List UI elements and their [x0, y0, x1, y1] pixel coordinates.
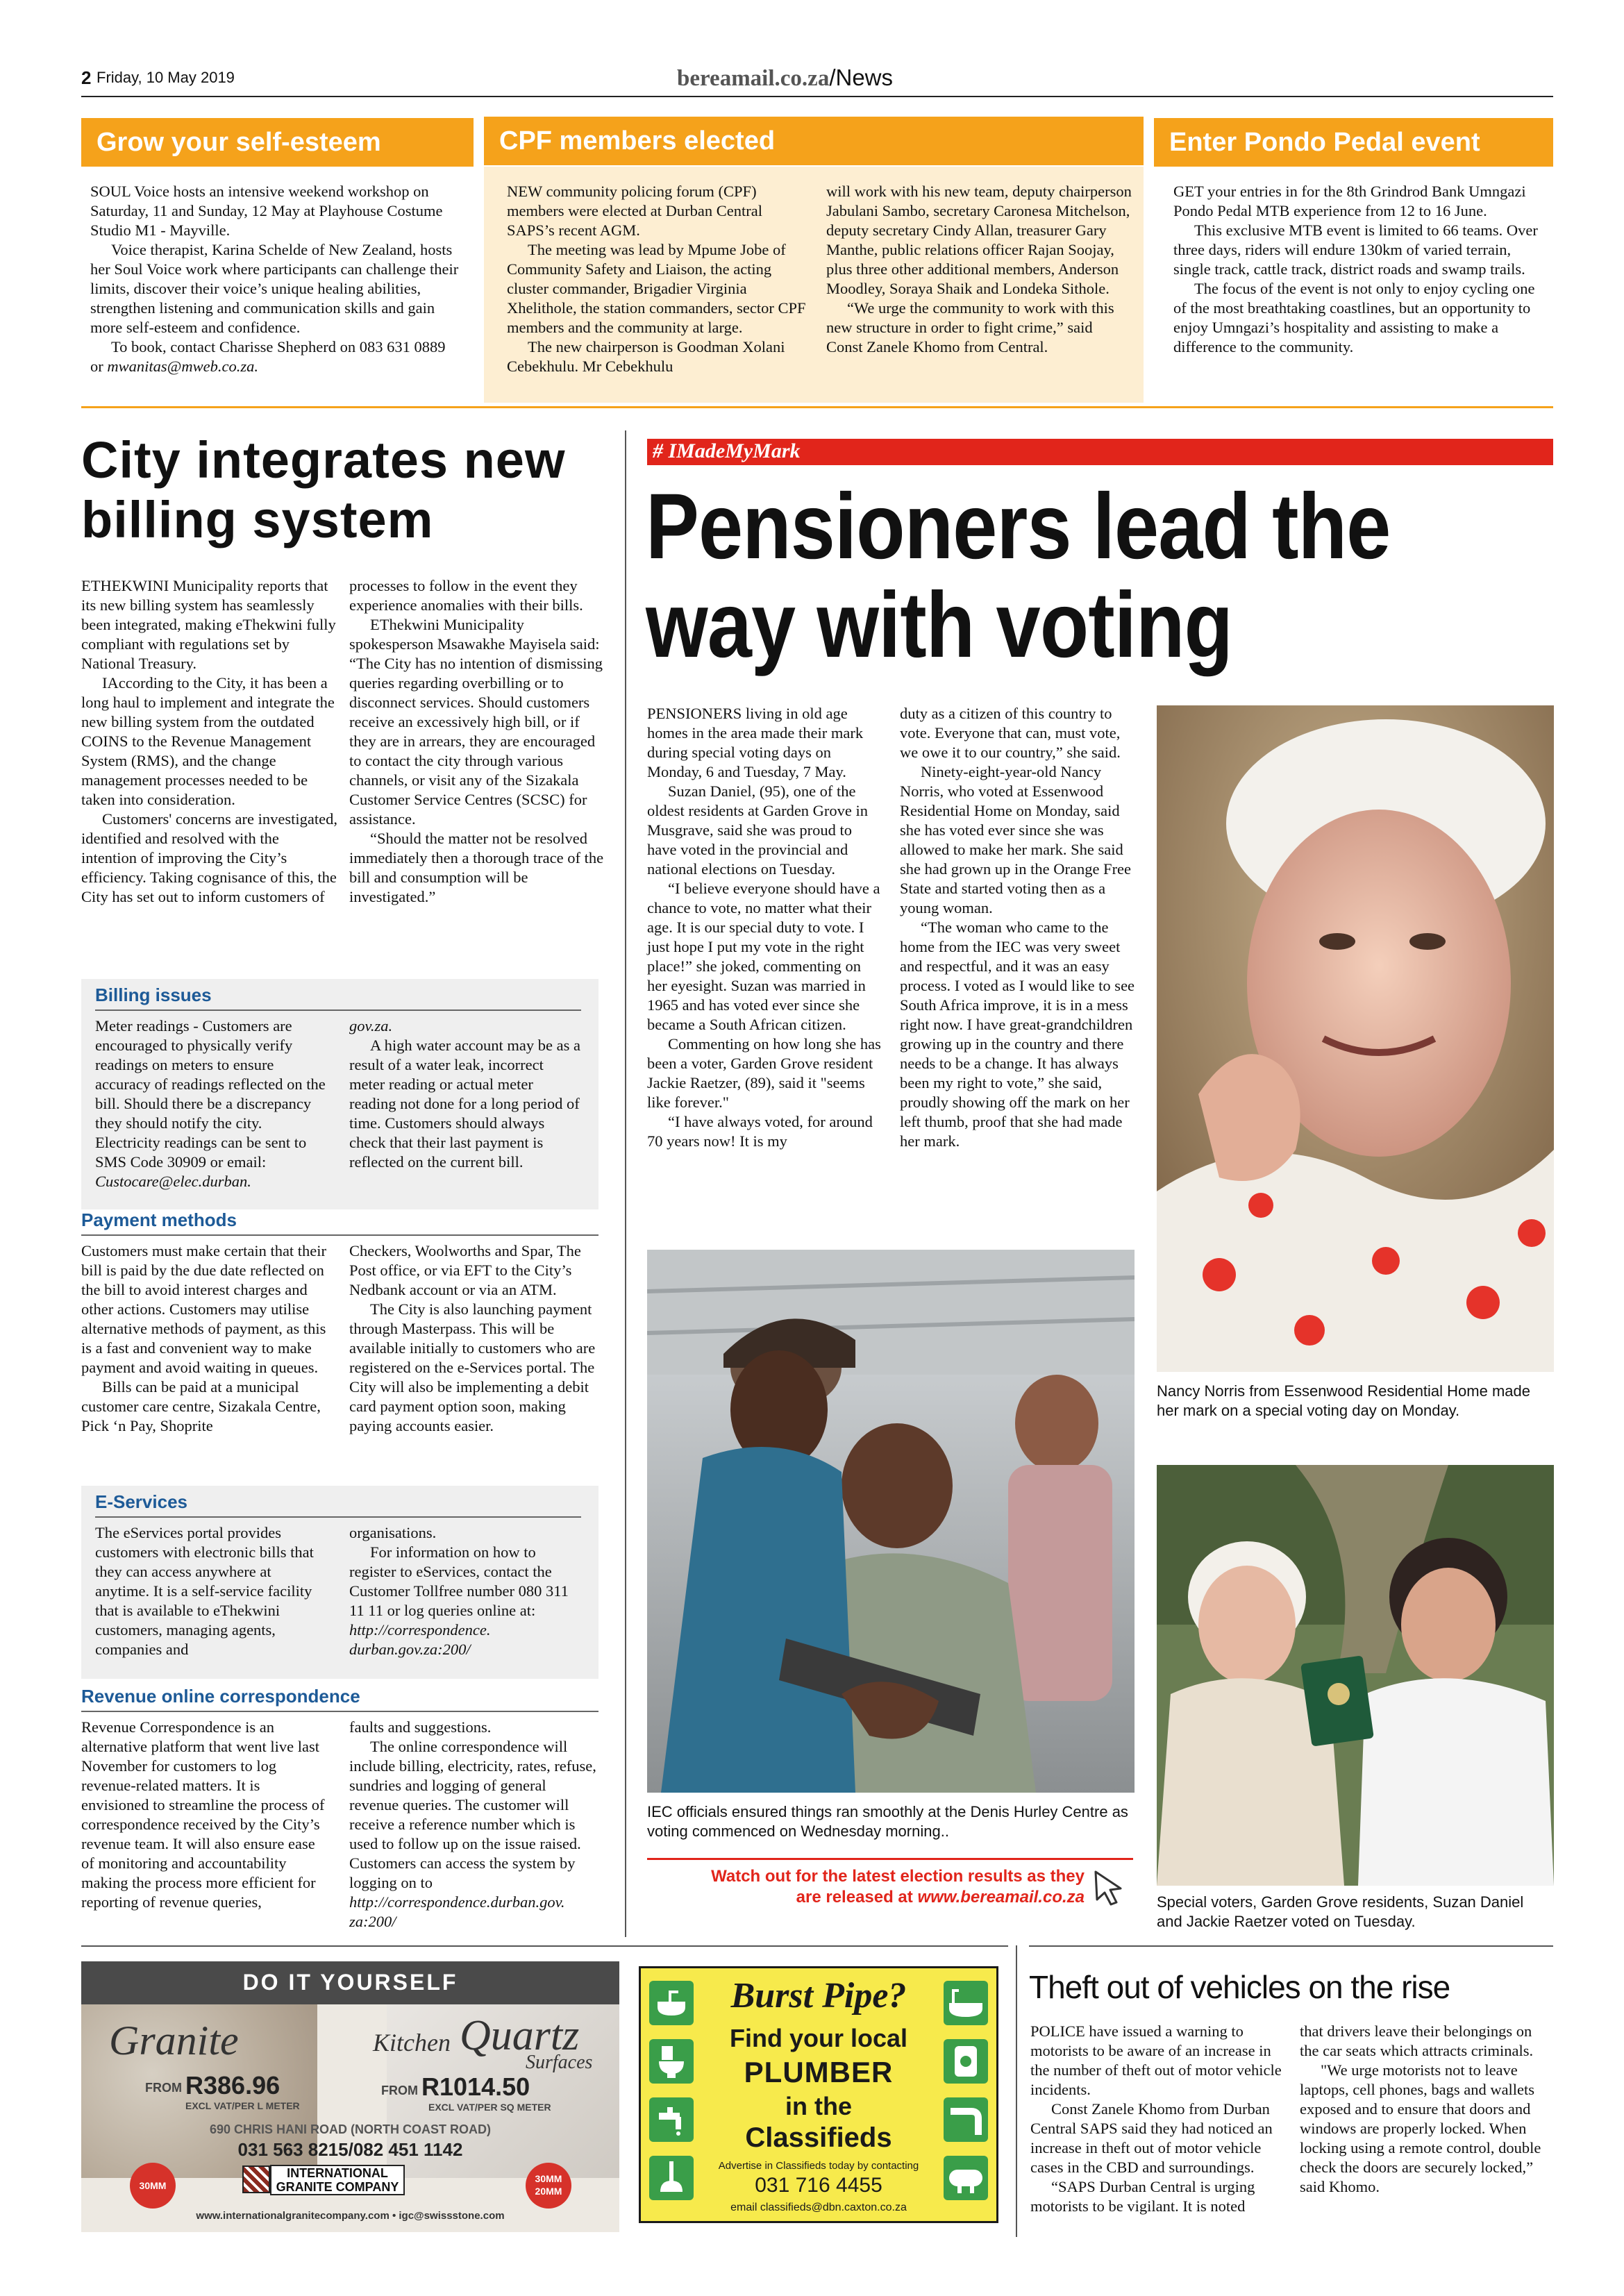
ads-divider	[1016, 1945, 1017, 2237]
garden-grove-image	[1157, 1465, 1554, 1886]
pipe-icon	[944, 2097, 988, 2142]
quartz-title-surfaces: Surfaces	[526, 2052, 593, 2073]
eservices-register-text: For information on how to register to eServices, contact the Customer Tollfree number 080 311 11 11 or log queries online at:	[349, 1543, 569, 1619]
toilet-icon	[649, 2039, 694, 2084]
eservices-col1	[95, 1523, 328, 1659]
plunger-icon	[649, 2156, 694, 2200]
boiler-icon	[944, 2039, 988, 2084]
theft-p1: POLICE have issued a warning to motorists to be aware of an increase in the number of theft out of motor vehicle incidents.	[1030, 2022, 1282, 2098]
meter-readings-text: Meter readings - Customers are encouraged to physically verify readings on meters to ensure accuracy of readings reflected on the bill. Should there be a discrepancy they should notify the city. Electricity readings can be sent to SMS Code 30909 or email:	[95, 1017, 326, 1171]
pondo-heading: Enter Pondo Pedal event	[1154, 118, 1553, 167]
voting-col2	[900, 704, 1139, 1151]
revenue-p3	[349, 1737, 599, 1932]
billing-p2: IAccording to the City, it has been a long haul to implement and integrate the new billing system from the outdated COINS to the Revenue Management System (RMS), and the change management processes needed to be taken into consideration.	[81, 674, 335, 808]
garden-grove-photo	[1157, 1465, 1554, 1886]
plumber-line1: Find your local	[729, 2024, 908, 2052]
iec-officials-caption: IEC officials ensured things ran smoothly at the Denis Hurley Centre as voting commenced on Wednesday morning..	[647, 1803, 1128, 1840]
bath-icon	[944, 1981, 988, 2025]
quartz-excl: EXCL VAT/PER SQ METER	[428, 2102, 551, 2113]
tap-icon	[649, 2097, 694, 2142]
revenue-link[interactable]: http://correspondence.durban.gov. za:200/	[349, 1893, 565, 1930]
theft-p5: "We urge motorists not to leave laptops, cell phones, bags and wallets exposed and to ensure that doors and windows are properly locked. When locking using a remote control, double check the doors are securely locked,” said Khomo.	[1300, 2061, 1541, 2195]
granite-badge-left: 30MM	[130, 2163, 176, 2209]
bottom-section-rule-left	[81, 1945, 1008, 1947]
custocare-email[interactable]: Custocare@elec.durban.	[95, 1173, 251, 1190]
cpf-p4: will work with his new team, deputy chairperson Jabulani Sambo, secretary Caronesa Mitchelson, deputy secretary Cindy Allan, treasurer Gary Manthe, public relations officer Rajan Soojay, plus three other additional members, Anderson Moodley, Soraya Shaik and Londeka Sithole.	[826, 183, 1132, 297]
promo-line2	[647, 1887, 1085, 1908]
site-domain: bereamail.co.za	[677, 66, 830, 91]
payment-p3: Checkers, Woolworths and Spar, The Post office, or via EFT to the City’s Nedbank account or via an ATM.	[349, 1242, 581, 1298]
site-name	[677, 65, 893, 92]
nancy-norris-caption: Nancy Norris from Essenwood Residential Home made her mark on a special voting day on Monday.	[1157, 1382, 1530, 1419]
header-rule	[81, 96, 1553, 97]
pondo-p3: The focus of the event is not only to enjoy cycling one of the most breathtaking coastlines, but an opportunity to enjoy Umngazi’s hospitality and assisting to make a difference to the community.	[1173, 280, 1535, 355]
self-esteem-heading: Grow your self-esteem	[81, 118, 474, 167]
voting-headline-line2: way with voting	[646, 573, 1233, 677]
eservices-link[interactable]: http://correspondence. durban.gov.za:200/	[349, 1621, 491, 1658]
issue-date: Friday, 10 May 2019	[97, 69, 235, 86]
granite-price: R386.96	[185, 2071, 281, 2100]
revenue-access-text: The online correspondence will include billing, electricity, rates, refuse, sundries and logging of general revenue queries. The customer will receive a reference number which is used to follow up on the issue raised. Customers can access the system by logging on to	[349, 1738, 596, 1891]
plumber-line2: PLUMBER	[744, 2056, 894, 2088]
payment-col1	[81, 1241, 328, 1436]
theft-col1	[1030, 2022, 1282, 2216]
site-section: /News	[829, 65, 894, 90]
granite-web[interactable]: www.internationalgranitecompany.com • igc@swissstone.com	[196, 2210, 505, 2222]
granite-ad-banner-text: DO IT YOURSELF	[242, 1970, 458, 1995]
revenue-heading: Revenue online correspondence	[81, 1686, 360, 1707]
plumber-title: Burst Pipe?	[730, 1976, 907, 2016]
cpf-heading: CPF members elected	[484, 117, 1144, 165]
column-divider	[625, 430, 626, 1937]
strip-bottom-rule	[81, 406, 1553, 408]
billing-issues-col2	[349, 1016, 582, 1172]
payment-p4: The City is also launching payment through Masterpass. This will be available initially to customers who are registered on the e-Services portal. The City will also be implementing a debit card payment option soon, making paying accounts easier.	[349, 1300, 596, 1434]
self-esteem-p2: Voice therapist, Karina Schelde of New Zealand, hosts her Soul Voice work where participants can challenge their limits, discover their voice’s unique healing abilities, strengthen listening and communication skills and gain more self-esteem and confidence.	[90, 241, 459, 336]
nancy-norris-image	[1157, 705, 1554, 1372]
self-esteem-body	[90, 182, 460, 376]
voting-p8: “The woman who came to the home from the IEC was very sweet and respectful, and it was an easy process. I voted as I would like to see South Africa improve, it is in a mess right now. I have great-grandchildren growing up in the country and there needs to be a change. It has always been my right to vote,” she said, proudly showing off the mark on her left thumb, proof that she had made her mark.	[900, 919, 1135, 1150]
iec-officials-photo	[647, 1250, 1135, 1793]
granite-company-line2: GRANITE COMPANY	[276, 2180, 399, 2194]
eservices-rule	[95, 1516, 581, 1518]
granite-company-line1: INTERNATIONAL	[287, 2166, 388, 2180]
eservices-p1: The eServices portal provides customers with electronic bills that they can access anywhere at anytime. It is a self-service facility that is available to eThekwini customers, managing agents, companies and	[95, 1524, 314, 1658]
voting-headline	[646, 475, 1422, 677]
geyser-icon	[944, 2156, 988, 2200]
billing-issues-rule	[95, 1009, 581, 1011]
revenue-p1: Revenue Correspondence is an alternative platform that went live last November for customers to log revenue-related matters. It is envisioned to streamline the process of correspondence received by the City’s revenue team. It will also ensure ease of monitoring and accountability making the process more efficient for reporting of revenue queries,	[81, 1718, 325, 1911]
revenue-col2	[349, 1718, 599, 1932]
billing-issues-col1	[95, 1016, 328, 1191]
theft-p3: “SAPS Durban Central is urging motorists to be vigilant. It is noted	[1030, 2178, 1255, 2215]
eservices-col2	[349, 1523, 582, 1659]
payment-p2: Bills can be paid at a municipal customer care centre, Sizakala Centre, Pick ‘n Pay, Shoprite	[81, 1378, 321, 1434]
billing-p4: processes to follow in the event they experience anomalies with their bills.	[349, 577, 583, 614]
water-account-text: A high water account may be as a result of a water leak, incorrect meter reading or actual meter reading not done for a long period of time. Customers should always check that their last payment is reflected on the current bill.	[349, 1037, 581, 1171]
plumber-sub: Advertise in Classifieds today by contacting	[718, 2160, 919, 2172]
promo-line1: Watch out for the latest election results as they	[711, 1867, 1085, 1886]
page-header	[81, 67, 1553, 95]
billing-issues-heading: Billing issues	[95, 984, 212, 1005]
granite-phone[interactable]: 031 563 8215/082 451 1142	[237, 2139, 463, 2160]
billing-issues-email-end	[349, 1016, 582, 1036]
billing-p1: ETHEKWINI Municipality reports that its new billing system has seamlessly been integrated, making eThekwini fully compliant with regulations set by National Treasury.	[81, 577, 336, 672]
billing-headline	[81, 430, 623, 550]
bottom-section-rule-right	[1029, 1945, 1553, 1947]
plumber-email[interactable]: email classifieds@dbn.caxton.co.za	[730, 2202, 907, 2213]
voting-p3: “I believe everyone should have a chance to vote, no matter what their age. It is our special duty to vote. I just hope I put my vote in the right place!” she joked, commenting on her eyesight. Suzan was married in 1965 and has voted ever since she became a South African citizen.	[647, 880, 880, 1033]
plumber-line4: Classifieds	[745, 2122, 892, 2153]
billing-headline-line1: City integrates new	[81, 431, 566, 489]
promo-line2-text: are released at	[796, 1888, 918, 1907]
self-esteem-contact: To book, contact Charisse Shepherd on 083 631 0889 or	[90, 338, 446, 375]
imademymark-tag: # IMadeMyMark	[653, 439, 801, 462]
billing-p3: Customers' concerns are investigated, identified and resolved with the intention of improving the City’s efficiency. Taking cognisance of this, the City has set out to inform customers of	[81, 810, 337, 905]
billing-headline-line2: billing system	[81, 491, 434, 548]
payment-rule	[81, 1234, 598, 1236]
payment-p1: Customers must make certain that their bill is paid by the due date reflected on the bill to avoid interest charges and other actions. Customers may utilise alternative methods of payment, as this is a fast and convenient way to make payment and avoid waiting in queues.	[81, 1242, 327, 1376]
granite-company	[270, 2165, 405, 2195]
billing-col1	[81, 576, 338, 907]
granite-ad[interactable]	[81, 1961, 619, 2232]
quartz-price: R1014.50	[421, 2072, 530, 2101]
voting-col1	[647, 704, 883, 1151]
garden-grove-caption: Special voters, Garden Grove residents, Suzan Daniel and Jackie Raetzer voted on Tuesday.	[1157, 1893, 1524, 1930]
quartz-from: FROM	[381, 2084, 418, 2097]
billing-issues-text	[95, 1016, 328, 1191]
plumber-phone[interactable]: 031 716 4455	[755, 2174, 882, 2197]
voting-p6: duty as a citizen of this country to vote. Everyone that can, must vote, we owe it to our country,” she said.	[900, 705, 1121, 761]
quartz-title-quartz: Quartz	[460, 2012, 580, 2059]
custocare-email-end[interactable]: gov.za.	[349, 1017, 393, 1034]
self-esteem-email[interactable]: mwanitas@mweb.co.za.	[107, 358, 258, 375]
pondo-body	[1173, 182, 1543, 357]
cpf-p1: NEW community policing forum (CPF) members were elected at Durban Central SAPS’s recent AGM.	[507, 183, 762, 239]
revenue-rule	[81, 1711, 598, 1712]
quartz-title-kitchen: Kitchen	[373, 2029, 451, 2056]
voting-p7: Ninety-eight-year-old Nancy Norris, who voted at Essenwood Residential Home on Monday, said she has voted ever since she was allowed to make her mark. She said she had grown up in the Orange Free State and started voting then as a young woman.	[900, 763, 1132, 916]
pondo-p2: This exclusive MTB event is limited to 66 teams. Over three days, riders will endure 130km of varied terrain, single track, cattle track, district roads and swamp trails.	[1173, 221, 1538, 278]
billing-p5: EThekwini Municipality spokesperson Msawakhe Mayisela said: “The City has no intention of dismissing queries regarding overbilling or to disconnect services. Should customers receive an excessively high bill, or if they are in arrears, they are encouraged to contact the city through various channels, or visit any of the Sizakala Customer Service Centres (SCSC) for assistance.	[349, 616, 603, 828]
cursor-icon	[1090, 1868, 1129, 1907]
granite-address: 690 CHRIS HANI ROAD (NORTH COAST ROAD)	[209, 2122, 492, 2136]
eservices-p2: organisations.	[349, 1524, 437, 1541]
voting-p4: Commenting on how long she has been a voter, Garden Grove resident Jackie Raetzer, (89), said it "seems like forever."	[647, 1035, 881, 1111]
granite-badge-right: 30MM 20MM	[526, 2163, 571, 2209]
nancy-norris-photo	[1157, 705, 1554, 1372]
plumber-line3: in the	[785, 2092, 852, 2120]
voting-p5: “I have always voted, for around 70 years now! It is my	[647, 1113, 873, 1150]
payment-heading: Payment methods	[81, 1209, 237, 1230]
cpf-p5: “We urge the community to work with this new structure in order to fight crime,” said Const Zanele Khomo from Central.	[826, 299, 1114, 355]
promo-url[interactable]: www.bereamail.co.za	[917, 1888, 1085, 1907]
iec-officials-image	[647, 1250, 1135, 1793]
theft-p2: Const Zanele Khomo from Durban Central SAPS said they had noticed an increase in theft out of motor vehicle cases in the CBD and surroundings.	[1030, 2100, 1273, 2176]
granite-logo	[242, 2165, 270, 2193]
theft-headline: Theft out of vehicles on the rise	[1029, 1969, 1450, 2005]
billing-p6: “Should the matter not be resolved immediately then a thorough trace of the bill and consumption will be investigated.”	[349, 830, 604, 905]
self-esteem-p1: SOUL Voice hosts an intensive weekend workshop on Saturday, 11 and Sunday, 12 May at Playhouse Costume Studio M1 - Mayville.	[90, 183, 443, 239]
payment-col2	[349, 1241, 599, 1436]
promo-rule	[647, 1858, 1133, 1860]
billing-col2	[349, 576, 610, 907]
granite-excl: EXCL VAT/PER L METER	[185, 2100, 300, 2111]
pondo-p1: GET your entries in for the 8th Grindrod Bank Umngazi Pondo Pedal MTB experience from 12 to 16 June.	[1173, 183, 1526, 219]
eservices-heading: E-Services	[95, 1491, 187, 1512]
plumber-ad[interactable]	[639, 1966, 998, 2223]
voting-p2: Suzan Daniel, (95), one of the oldest residents at Garden Grove in Musgrave, said she was proud to have voted in the provincial and national elections on Tuesday.	[647, 782, 869, 878]
election-promo[interactable]	[647, 1866, 1085, 1908]
granite-from: FROM	[145, 2081, 182, 2095]
granite-title: Granite	[109, 2018, 239, 2063]
theft-col2	[1300, 2022, 1551, 2197]
cpf-col2	[826, 182, 1132, 357]
voting-p1: PENSIONERS living in old age homes in the area made their mark during special voting days on Monday, 6 and Tuesday, 7 May.	[647, 705, 864, 780]
revenue-p2: faults and suggestions.	[349, 1718, 492, 1736]
voting-headline-line1: Pensioners lead the	[646, 475, 1391, 578]
theft-p4: that drivers leave their belongings on the car seats which attracts criminals.	[1300, 2022, 1534, 2059]
cpf-col1	[507, 182, 812, 376]
cpf-p2: The meeting was lead by Mpume Jobe of Community Safety and Liaison, the acting cluster commander, Brigadier Virginia Xhelithole, the station commanders, sector CPF members and the community at large.	[507, 241, 806, 336]
sink-icon	[649, 1981, 694, 2025]
cpf-p3: The new chairperson is Goodman Xolani Cebekhulu. Mr Cebekhulu	[507, 338, 785, 375]
revenue-col1	[81, 1718, 328, 1912]
self-esteem-p3	[90, 337, 460, 376]
page-number: 2	[81, 67, 92, 88]
eservices-p3	[349, 1543, 582, 1659]
